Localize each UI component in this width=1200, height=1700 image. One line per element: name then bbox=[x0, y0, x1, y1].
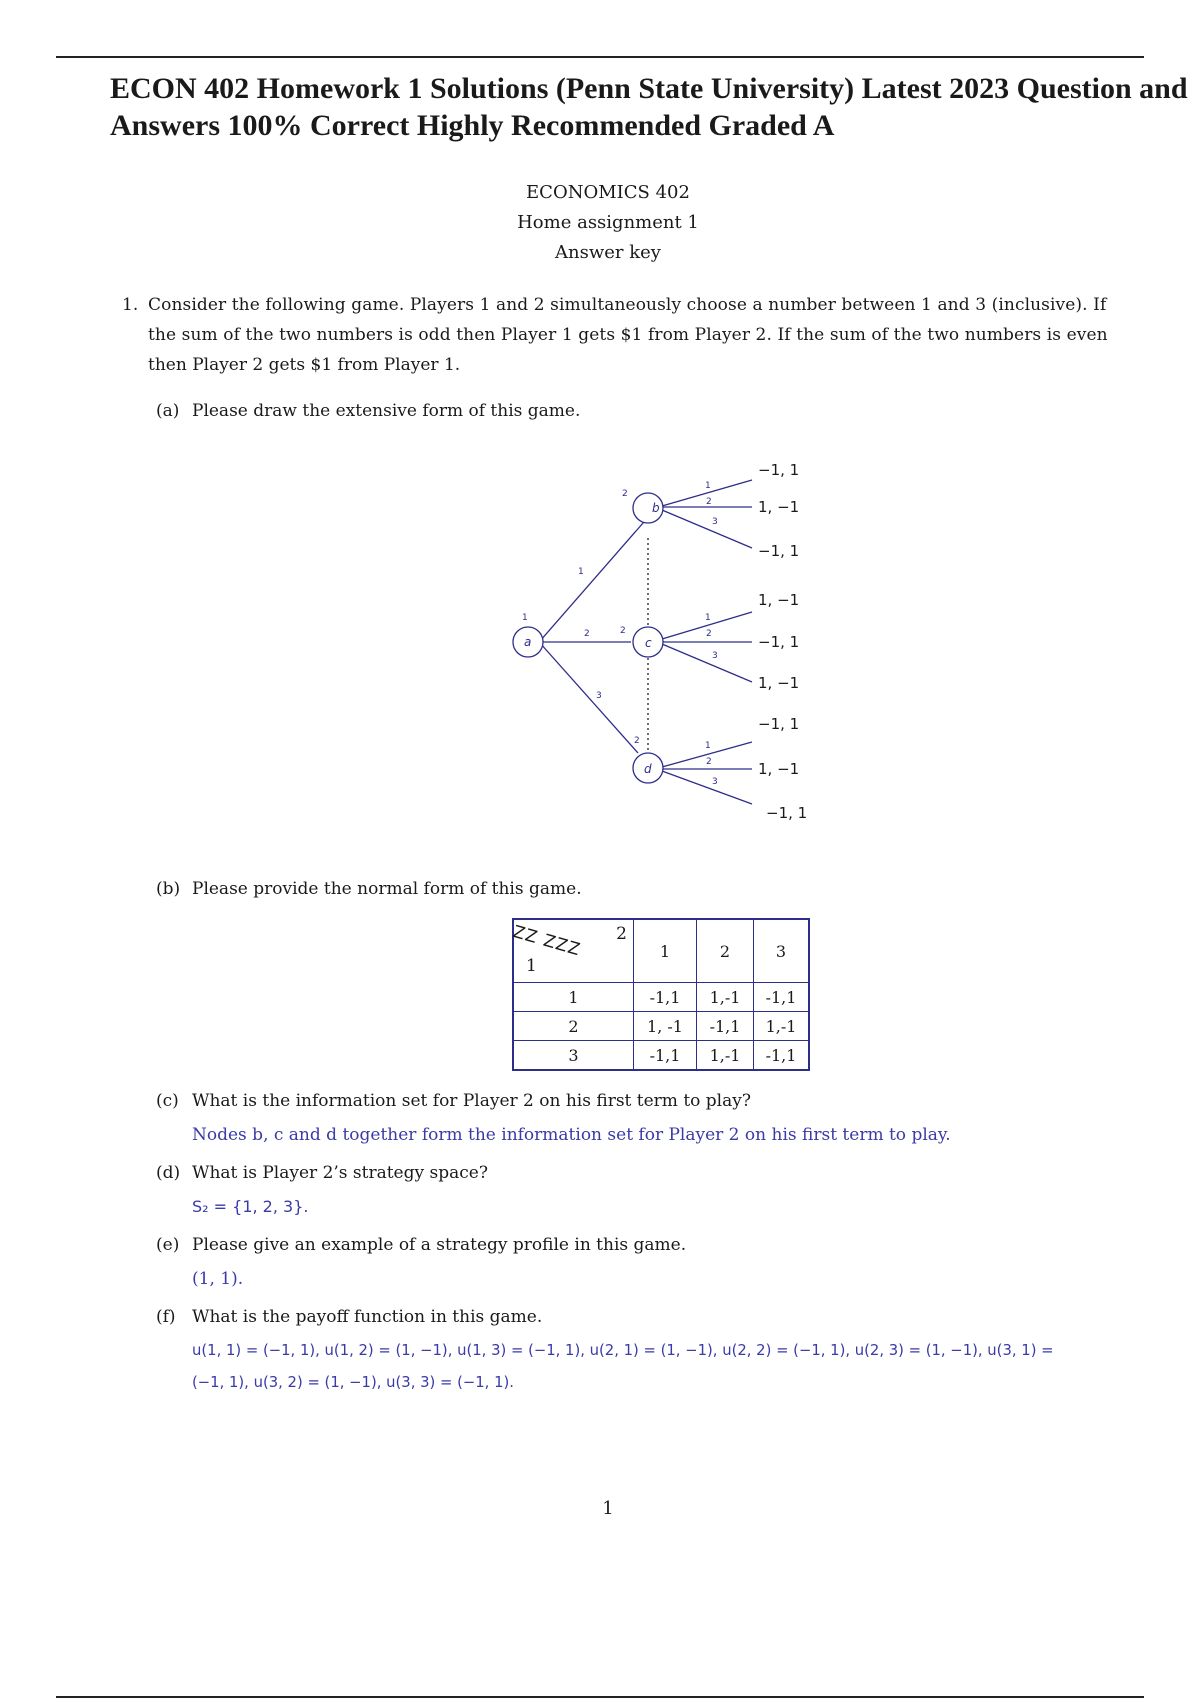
d-action-3: 3 bbox=[712, 777, 718, 787]
part-c-question: What is the information set for Player 2 on his first term to play? bbox=[192, 1091, 751, 1111]
question-text-line-2: the sum of the two numbers is odd then Player 1 gets $1 from Player 2. If the sum of the two numbers is even bbox=[148, 325, 1108, 345]
table-row bbox=[513, 983, 809, 1012]
answer-key-heading: Answer key bbox=[555, 242, 661, 263]
payoff-cell: 1,-1 bbox=[697, 983, 754, 1012]
part-c-label: (c) bbox=[156, 1091, 179, 1111]
b-action-1: 1 bbox=[705, 481, 711, 491]
part-d-label: (d) bbox=[156, 1163, 181, 1183]
b-action-3: 3 bbox=[712, 517, 718, 527]
payoff-cell: -1,1 bbox=[754, 1041, 810, 1071]
part-c-answer: Nodes b, c and d together form the information set for Player 2 on his first term to play. bbox=[192, 1125, 951, 1145]
table-row bbox=[513, 1041, 809, 1071]
corner-glyphs: ZZ ZZZ bbox=[510, 922, 583, 961]
part-b-question: Please provide the normal form of this game. bbox=[192, 879, 582, 899]
row-header: 1 bbox=[513, 983, 634, 1012]
part-f-answer-line-1: u(1, 1) = (−1, 1), u(1, 2) = (1, −1), u(1, 3) = (−1, 1), u(2, 1) = (1, −1), u(2, 2) = (−1, 1), u(2, 3) = (1, −1), u(3, 1) = bbox=[192, 1342, 1054, 1359]
assignment-heading: Home assignment 1 bbox=[517, 212, 699, 233]
question-text-line-3: then Player 2 gets $1 from Player 1. bbox=[148, 355, 461, 375]
payoff-label: 1, −1 bbox=[758, 760, 800, 778]
root-action-2: 2 bbox=[584, 629, 590, 639]
payoff-label: −1, 1 bbox=[758, 461, 800, 479]
c-action-2: 2 bbox=[706, 629, 712, 639]
payoff-label: −1, 1 bbox=[758, 633, 800, 651]
b-action-2: 2 bbox=[706, 497, 712, 507]
part-e-label: (e) bbox=[156, 1235, 180, 1255]
part-f-answer-line-2: (−1, 1), u(3, 2) = (1, −1), u(3, 3) = (−1, 1). bbox=[192, 1374, 514, 1391]
c-action-1: 1 bbox=[705, 613, 711, 623]
part-d-answer: S₂ = {1, 2, 3}. bbox=[192, 1197, 309, 1216]
d-action-2: 2 bbox=[706, 757, 712, 767]
payoff-cell: -1,1 bbox=[634, 1041, 697, 1071]
edge-a-d bbox=[540, 643, 638, 753]
c-action-3: 3 bbox=[712, 651, 718, 661]
player-label-root: 1 bbox=[522, 613, 528, 623]
edge-a-b bbox=[540, 515, 650, 641]
payoff-cell: 1, -1 bbox=[634, 1012, 697, 1041]
part-e-question: Please give an example of a strategy profile in this game. bbox=[192, 1235, 687, 1255]
root-action-3: 3 bbox=[596, 691, 602, 701]
row-player-label: 1 bbox=[526, 956, 537, 976]
bottom-rule bbox=[56, 1696, 1144, 1698]
payoff-label: −1, 1 bbox=[758, 715, 800, 733]
part-b-label: (b) bbox=[156, 879, 181, 899]
column-header: 2 bbox=[697, 919, 754, 983]
top-rule bbox=[56, 56, 1144, 58]
payoff-label: 1, −1 bbox=[758, 591, 800, 609]
course-heading: ECONOMICS 402 bbox=[526, 182, 690, 203]
player-label-b: 2 bbox=[622, 489, 628, 499]
payoff-cell: -1,1 bbox=[634, 983, 697, 1012]
document-title: ECON 402 Homework 1 Solutions (Penn State University) Latest 2023 Question and Answers 100% Correct Highly Recommended Graded A bbox=[110, 72, 1188, 142]
page-number: 1 bbox=[602, 1498, 614, 1519]
extensive-form-tree bbox=[500, 450, 840, 830]
normal-form-table bbox=[512, 918, 810, 1071]
payoff-label: 1, −1 bbox=[758, 498, 800, 516]
node-d-label: d bbox=[644, 762, 652, 776]
row-header: 2 bbox=[513, 1012, 634, 1041]
root-action-1: 1 bbox=[578, 567, 584, 577]
node-b-label: b bbox=[652, 501, 660, 515]
question-number: 1. bbox=[122, 295, 139, 315]
part-e-answer: (1, 1). bbox=[192, 1269, 244, 1289]
d-action-1: 1 bbox=[705, 741, 711, 751]
part-a-label: (a) bbox=[156, 401, 180, 421]
column-header: 1 bbox=[634, 919, 697, 983]
node-c-label: c bbox=[645, 636, 652, 650]
payoff-cell: -1,1 bbox=[697, 1012, 754, 1041]
part-f-question: What is the payoff function in this game. bbox=[192, 1307, 543, 1327]
table-corner-cell bbox=[510, 919, 634, 983]
table-row bbox=[513, 1012, 809, 1041]
part-a-question: Please draw the extensive form of this game. bbox=[192, 401, 581, 421]
payoff-label: 1, −1 bbox=[758, 674, 800, 692]
payoff-cell: 1,-1 bbox=[754, 1012, 810, 1041]
payoff-cell: 1,-1 bbox=[697, 1041, 754, 1071]
part-f-label: (f) bbox=[156, 1307, 176, 1327]
column-player-label: 2 bbox=[616, 924, 627, 944]
player-label-d: 2 bbox=[634, 736, 640, 746]
question-text-line-1: Consider the following game. Players 1 and 2 simultaneously choose a number between 1 and 3 (inclusive). If bbox=[148, 295, 1107, 315]
payoff-label: −1, 1 bbox=[766, 804, 808, 822]
column-header: 3 bbox=[754, 919, 810, 983]
payoff-label: −1, 1 bbox=[758, 542, 800, 560]
node-a-label: a bbox=[524, 635, 532, 649]
row-header: 3 bbox=[513, 1041, 634, 1071]
payoff-cell: -1,1 bbox=[754, 983, 810, 1012]
player-label-c: 2 bbox=[620, 626, 626, 636]
part-d-question: What is Player 2’s strategy space? bbox=[192, 1163, 488, 1183]
